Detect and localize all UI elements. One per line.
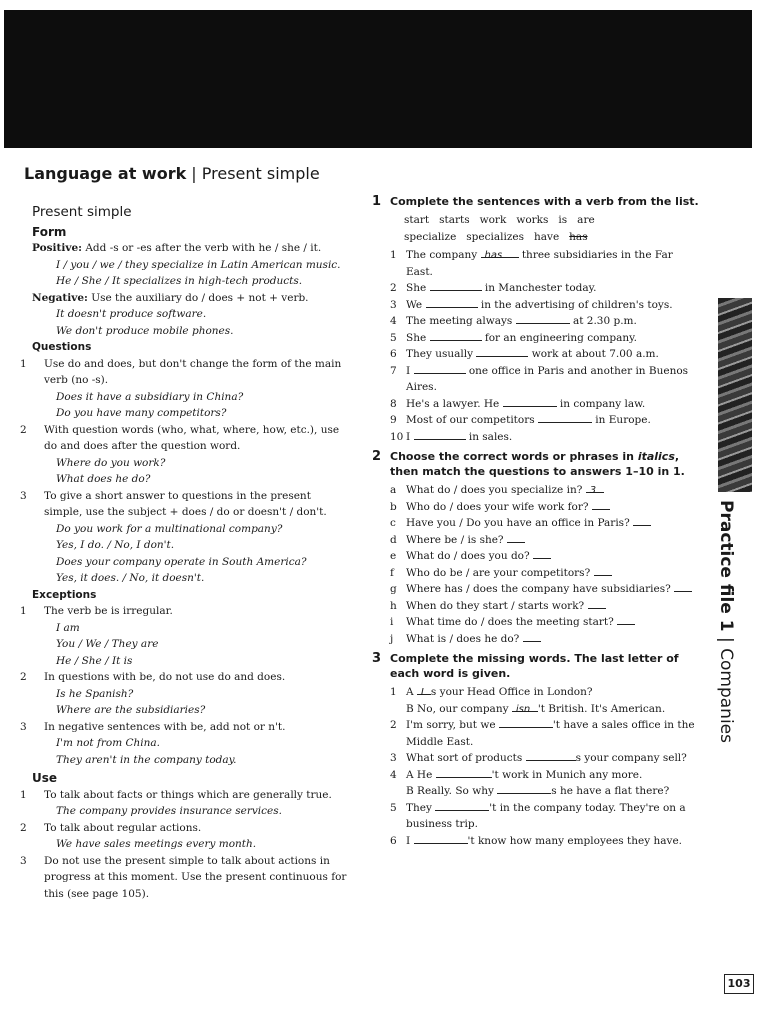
struck-word: has [569, 230, 588, 243]
item-letter: c [390, 517, 396, 529]
item-number: 3 [390, 752, 397, 764]
exercise-item [372, 581, 702, 598]
item-number: 9 [390, 414, 397, 426]
exercise-item [372, 482, 702, 499]
header-banner [4, 10, 752, 148]
answer-blank[interactable] [481, 247, 519, 261]
item-number: 1 [390, 249, 397, 261]
item-text: I [406, 364, 414, 377]
item-text: one office in Paris and another in Buenos Aires. [406, 364, 689, 393]
rule-item [20, 719, 347, 736]
answer-blank[interactable] [588, 598, 606, 609]
example: He / She / It specializes in high-tech products. [56, 275, 303, 287]
rule-text: Use do and does, but don't change the form of the main verb (no -s). [44, 357, 342, 386]
answer-blank[interactable] [436, 767, 492, 778]
item-text: What do / does you specialize in? [406, 484, 583, 496]
positive-text: Add -s or -es after the verb with he / she / it. [82, 242, 322, 254]
exercise-item [372, 330, 702, 347]
rule-text: In questions with be, do not use do and does. [44, 671, 286, 683]
rule-number: 2 [20, 821, 27, 834]
section-heading: Present simple [32, 204, 132, 220]
item-text: Who do / does your wife work for? [406, 500, 589, 513]
exercise-instruction: Complete the sentences with a verb from the list. [390, 195, 699, 208]
exercise-item [372, 631, 702, 648]
title-rest: Present simple [201, 164, 320, 183]
exercise-item [372, 701, 702, 718]
exercise-item [372, 297, 702, 314]
example: I am [56, 621, 80, 634]
item-text: Where be / is she? [406, 533, 504, 546]
example: We have sales meetings every month. [56, 838, 257, 850]
title-separator: | [186, 164, 202, 183]
word-list-line: start starts work works is are [404, 214, 595, 226]
answer-blank[interactable] [435, 800, 489, 811]
exercise-item [372, 280, 702, 297]
example: We don't produce mobile phones. [56, 324, 234, 337]
rule-number: 3 [20, 489, 27, 502]
answer-blank[interactable] [414, 363, 466, 374]
rule-item [20, 488, 347, 521]
answer-blank[interactable] [414, 429, 466, 440]
handwritten-answer: isn [515, 703, 531, 715]
example: Does your company operate in South America? [56, 555, 307, 568]
exercise-item [372, 429, 702, 446]
handwritten-answer [588, 601, 596, 612]
practice-file-separator: | [716, 631, 736, 649]
example: It doesn't produce software. [56, 308, 207, 320]
negative-label: Negative: [32, 291, 88, 304]
word-list [372, 212, 702, 245]
handwritten-answer [617, 617, 625, 628]
rule-text: Do not use the present simple to talk about actions in progress at this moment. Use the present continuous for this (see page 105). [44, 854, 347, 900]
handwritten-answer [594, 568, 602, 579]
answer-blank[interactable] [499, 717, 553, 728]
example: They aren't in the company today. [56, 753, 237, 766]
answer-blank[interactable] [497, 783, 551, 794]
answer-blank[interactable] [594, 565, 612, 576]
item-text: B No, our company [406, 702, 512, 715]
item-text: B Really. So why [406, 785, 498, 797]
item-text: A [406, 686, 417, 698]
rule-item [20, 853, 347, 903]
practice-file-label-bold: Practice file 1 [716, 500, 736, 632]
handwritten-answer [538, 415, 546, 426]
example: What does he do? [56, 473, 151, 485]
item-text: She [406, 331, 430, 344]
exercise-item [372, 363, 702, 396]
handwritten-answer: I [420, 687, 424, 698]
exercise-item [372, 750, 702, 767]
item-number: 7 [390, 364, 397, 377]
page-title [24, 164, 320, 183]
item-number: 5 [390, 331, 397, 344]
item-number: 8 [390, 397, 397, 410]
item-letter: g [390, 583, 397, 595]
exercise-item [372, 614, 702, 631]
item-number: 1 [390, 686, 397, 698]
item-number: 4 [390, 768, 397, 781]
exercise-3-title [372, 651, 702, 681]
answer-blank[interactable] [414, 833, 468, 844]
handwritten-answer: has [484, 250, 503, 261]
exceptions-heading: Exceptions [32, 588, 97, 601]
rule-number: 3 [20, 854, 27, 867]
handwritten-answer [507, 535, 515, 546]
item-number: 5 [390, 801, 397, 814]
exercise-number: 1 [372, 194, 382, 209]
exercise-item [372, 396, 702, 413]
item-letter: a [390, 484, 397, 496]
rule-item [20, 356, 347, 389]
exercise-item [372, 548, 702, 565]
item-number: 4 [390, 315, 397, 327]
item-text: in the advertising of children's toys. [477, 298, 673, 311]
item-text: in sales. [465, 430, 513, 443]
exercise-2-items [372, 482, 702, 647]
item-text: three subsidiaries in the Far East. [406, 249, 673, 278]
form-heading: Form [32, 224, 67, 239]
item-text: s your company sell? [575, 752, 687, 764]
rule-item [20, 603, 347, 620]
example: Do you have many competitors? [56, 407, 227, 419]
handwritten-answer [523, 634, 531, 645]
item-text: Most of our competitors [406, 414, 538, 426]
exercise-instruction-italic: italics [637, 450, 675, 463]
rule-item [20, 422, 347, 455]
item-text: The meeting always [406, 315, 516, 327]
handwritten-answer [533, 551, 541, 562]
example: The company provides insurance services. [56, 805, 282, 817]
item-text: 't British. It's American. [537, 702, 666, 715]
positive-rule [32, 240, 347, 257]
grammar-reference [20, 204, 347, 902]
example: I / you / we / they specialize in Latin American music. [56, 258, 341, 271]
item-letter: j [390, 632, 394, 645]
exercise-1-title [372, 194, 702, 209]
rule-number: 3 [20, 720, 27, 733]
item-letter: b [390, 500, 397, 513]
rule-number: 1 [20, 605, 27, 617]
answer-blank[interactable] [633, 515, 651, 526]
item-text: I [406, 430, 414, 443]
handwritten-answer [633, 518, 641, 529]
answer-blank[interactable] [586, 482, 604, 496]
rule-text: With question words (who, what, where, how, etc.), use do and does after the question word. [44, 423, 340, 452]
item-letter: i [390, 616, 394, 628]
handwritten-answer [476, 349, 484, 360]
item-number: 2 [390, 719, 397, 731]
exercise-item [372, 565, 702, 582]
item-text: What time do / does the meeting start? [406, 616, 614, 628]
item-text: 't in the company today. They're on a business trip. [406, 801, 686, 830]
item-text: s he have a flat there? [551, 785, 670, 797]
item-number: 3 [390, 298, 397, 311]
example: Where do you work? [56, 456, 166, 469]
example: Does it have a subsidiary in China? [56, 390, 244, 403]
item-text: What do / does you do? [406, 550, 530, 562]
exercise-item [372, 412, 702, 429]
handwritten-answer [430, 283, 438, 294]
item-text: What sort of products [406, 752, 526, 764]
item-letter: d [390, 533, 397, 546]
item-text: Where has / does the company have subsidiaries? [406, 583, 671, 595]
rule-number: 1 [20, 357, 27, 370]
answer-blank[interactable] [503, 396, 557, 407]
answer-blank[interactable] [430, 330, 482, 341]
exercise-item [372, 783, 702, 800]
answer-blank[interactable] [538, 412, 592, 423]
answer-blank[interactable] [476, 346, 528, 357]
exercise-item [372, 532, 702, 549]
rule-text: To talk about regular actions. [44, 821, 202, 834]
exercise-number: 3 [372, 651, 382, 666]
answer-blank[interactable] [426, 297, 478, 308]
positive-label: Positive: [32, 242, 83, 254]
exercise-item [372, 313, 702, 330]
item-text: 't know how many employees they have. [467, 834, 683, 847]
example: Is he Spanish? [56, 687, 134, 700]
example: You / We / They are [56, 638, 159, 650]
item-text: s your Head Office in London? [430, 686, 593, 698]
item-text: in company law. [556, 397, 646, 410]
item-number: 10 [390, 430, 404, 443]
negative-rule [32, 290, 347, 307]
exercise-instruction: , then match the questions to answers 1–10 in 1. [390, 450, 685, 478]
rule-text: In negative sentences with be, add not or n't. [44, 720, 286, 733]
page-number: 103 [724, 974, 754, 994]
answer-blank[interactable] [516, 313, 570, 324]
handwritten-answer: 3 [589, 485, 597, 496]
rule-number: 2 [20, 671, 27, 683]
exercises [372, 194, 702, 849]
example: I'm not from China. [56, 737, 161, 749]
practice-file-topic: Companies [716, 648, 736, 743]
item-text: in Manchester today. [481, 282, 597, 294]
rule-item [20, 787, 347, 804]
answer-blank[interactable] [430, 280, 482, 291]
item-text: A He [406, 768, 436, 781]
exercise-item [372, 499, 702, 516]
rule-item [20, 820, 347, 837]
answer-blank[interactable] [617, 614, 635, 625]
item-number: 6 [390, 834, 397, 847]
exercise-item [372, 598, 702, 615]
handwritten-answer [414, 366, 422, 377]
item-text: Who do be / are your competitors? [406, 566, 591, 579]
rule-number: 1 [20, 788, 27, 801]
item-text: When do they start / starts work? [406, 599, 585, 612]
item-text: I [406, 834, 414, 847]
handwritten-answer [503, 399, 511, 410]
rule-item [20, 669, 347, 686]
rule-text: The verb be is irregular. [44, 605, 173, 617]
item-text: They usually [406, 348, 477, 360]
questions-heading: Questions [32, 341, 92, 353]
exercise-instruction: Complete the missing words. The last letter of each word is given. [390, 652, 679, 680]
item-text: She [406, 282, 430, 294]
exercise-item [372, 684, 702, 701]
item-text: They [406, 801, 436, 814]
title-bold: Language at work [24, 164, 187, 183]
handwritten-answer [430, 333, 438, 344]
item-text: I'm sorry, but we [406, 719, 499, 731]
exercise-item [372, 767, 702, 784]
exercise-1-items [372, 247, 702, 445]
item-text: The company [406, 249, 481, 261]
answer-blank[interactable] [526, 750, 576, 761]
answer-blank[interactable] [507, 532, 525, 543]
item-text: 't work in Munich any more. [491, 768, 643, 781]
answer-blank[interactable] [523, 631, 541, 642]
item-text: Have you / Do you have an office in Paris? [406, 517, 630, 529]
item-number: 2 [390, 282, 397, 294]
item-letter: f [390, 566, 394, 579]
exercise-item [372, 833, 702, 850]
example: Do you work for a multinational company? [56, 522, 283, 535]
item-letter: h [390, 599, 397, 612]
answer-blank[interactable] [592, 499, 610, 510]
item-text: He's a lawyer. He [406, 397, 503, 410]
item-number: 6 [390, 348, 397, 360]
side-photo [718, 298, 752, 492]
item-text: What is / does he do? [406, 632, 520, 645]
item-text: 't have a sales office in the Middle East. [406, 719, 695, 748]
handwritten-answer [516, 316, 524, 327]
handwritten-answer [414, 432, 422, 443]
item-text: We [406, 298, 426, 311]
item-text: at 2.30 p.m. [569, 315, 637, 327]
example: He / She / It is [56, 654, 133, 667]
exercise-item [372, 247, 702, 280]
exercise-item [372, 346, 702, 363]
answer-blank[interactable] [512, 701, 538, 715]
exercise-item [372, 717, 702, 750]
example: Where are the subsidiaries? [56, 704, 206, 716]
example: Yes, I do. / No, I don't. [56, 539, 175, 551]
use-heading: Use [32, 771, 58, 785]
practice-file-label [716, 500, 736, 743]
exercise-number: 2 [372, 449, 382, 464]
handwritten-answer [426, 300, 434, 311]
exercise-item [372, 515, 702, 532]
handwritten-answer [674, 584, 682, 595]
exercise-item [372, 800, 702, 833]
rule-number: 2 [20, 423, 27, 436]
exercise-2-title [372, 449, 702, 479]
item-text: for an engineering company. [481, 331, 638, 344]
answer-blank[interactable] [417, 684, 431, 698]
handwritten-answer [592, 502, 600, 513]
item-text: in Europe. [591, 414, 651, 426]
word-list-line: specialize specializes have [404, 230, 570, 243]
answer-blank[interactable] [533, 548, 551, 559]
item-letter: e [390, 550, 397, 562]
rule-text: To give a short answer to questions in the present simple, use the subject + does / do or doesn't / don't. [44, 489, 327, 518]
exercise-instruction: Choose the correct words or phrases in [390, 450, 638, 463]
example: Yes, it does. / No, it doesn't. [56, 572, 205, 584]
answer-blank[interactable] [674, 581, 692, 592]
rule-text: To talk about facts or things which are generally true. [44, 788, 332, 801]
item-text: work at about 7.00 a.m. [528, 348, 659, 360]
negative-text: Use the auxiliary do / does + not + verb. [87, 291, 309, 304]
